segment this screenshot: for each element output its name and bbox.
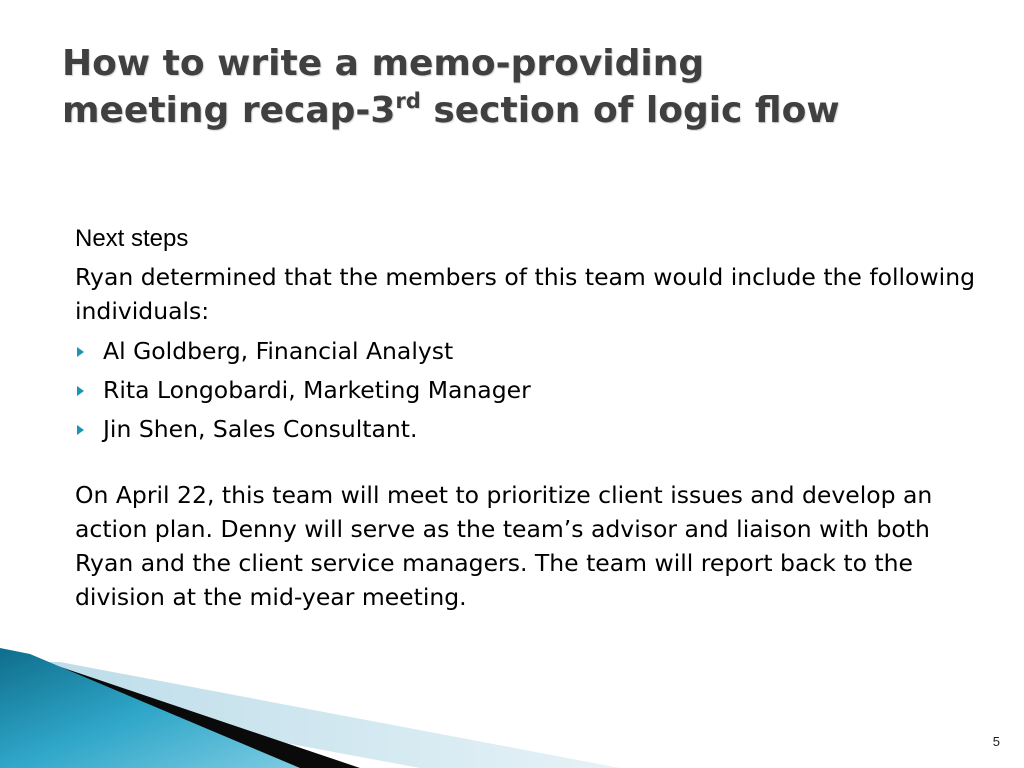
list-item-text: Al Goldberg, Financial Analyst: [103, 337, 454, 365]
triangle-right-icon: [77, 347, 84, 357]
team-member-list: [75, 334, 975, 446]
list-item: [75, 412, 975, 446]
slide-title: [62, 40, 992, 134]
title-line-2-end: section of logic flow: [420, 90, 840, 131]
list-item: [75, 334, 975, 368]
list-item: [75, 373, 975, 407]
slide-body: [75, 222, 975, 614]
section-heading: Next steps: [75, 225, 189, 252]
triangle-right-icon: [77, 425, 84, 435]
slide-number: 5: [992, 734, 1000, 749]
triangle-right-icon: [77, 386, 84, 396]
title-line-2-start: meeting recap-3: [62, 90, 396, 131]
list-item-text: Rita Longobardi, Marketing Manager: [103, 376, 531, 404]
intro-paragraph: Ryan determined that the members of this team would include the following individuals:: [75, 263, 975, 325]
title-line-1: How to write a memo-providing: [62, 43, 705, 84]
closing-paragraph: On April 22, this team will meet to prioritize client issues and develop an action plan. Denny will serve as the team’s advisor and liaison with both Ryan and the client service managers. The team will report back to the division at the mid-year meeting.: [75, 481, 933, 611]
title-superscript: rd: [395, 89, 421, 113]
list-item-text: Jin Shen, Sales Consultant.: [103, 415, 418, 443]
